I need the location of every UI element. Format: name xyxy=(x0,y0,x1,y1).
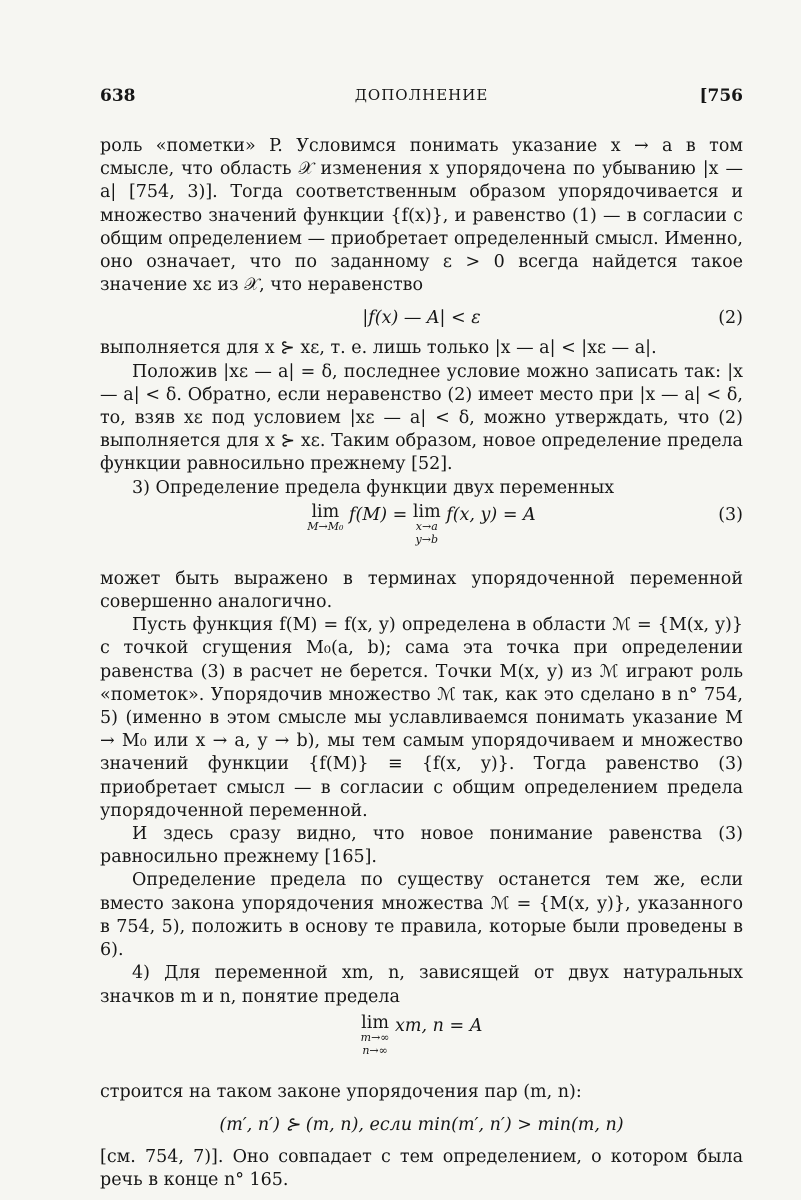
formula-4 xyxy=(100,1012,743,1077)
formula-5 xyxy=(100,1108,743,1142)
formula-3-left-lim: lim xyxy=(311,501,340,522)
formula-4-sub2: n→∞ xyxy=(362,1043,388,1057)
paragraph-6: Пусть функция f(M) = f(x, y) определена в области ℳ = {M(x, y)} с точкой сгущения M₀(a, b); сама эта точка при определении равенства (3) в расчет не берется. Точки M(x, y) из ℳ играют роль «пометок». Упорядочив множество ℳ так, как это сделано в n° 754, 5) (именно в этом смысле мы уславливаемся понимать указание M → M₀ или x → a, y → b), мы тем самым упорядочиваем и множество значений функции {f(M)} ≡ {f(x, y)}. Тогда равенство (3) приобретает смысл — в согласии с общим определением предела упорядоченной переменной. xyxy=(100,615,743,821)
running-title: ДОПОЛНЕНИЕ xyxy=(354,86,489,104)
formula-4-expr: xm, n = A xyxy=(395,1015,483,1036)
paragraph-8: Определение предела по существу останется тем же, если вместо закона упорядочения множества ℳ = {M(x, y)}, указанного в 754, 5), положить в основу те правила, которые были проведены в 6). xyxy=(100,870,743,961)
formula-3-right-expr: f(x, y) = A xyxy=(446,504,536,525)
formula-2 xyxy=(100,303,743,333)
paragraph-9: 4) Для переменной xm, n, зависящей от двух натуральных значков m и n, понятие предела xyxy=(100,963,743,1007)
formula-5-expr: (m′, n′) ⊱ (m, n), если min(m′, n′) > min(m, n) xyxy=(219,1114,624,1135)
formula-4-lim: lim xyxy=(361,1012,389,1033)
formula-3-right-limit xyxy=(412,501,441,546)
formula-4-limit xyxy=(360,1012,390,1057)
page-header xyxy=(100,86,743,116)
formula-3-left-limit xyxy=(307,501,344,533)
formula-3 xyxy=(100,501,743,564)
paragraph-11: [см. 754, 7)]. Оно совпадает с тем определением, о котором была речь в конце n° 165. xyxy=(100,1146,743,1191)
formula-3-left-sub: M→M₀ xyxy=(307,519,344,533)
formula-2-number: (2) xyxy=(718,308,743,329)
paragraph-3: Положив |xε — a| = δ, последнее условие можно записать так: |x — a| < δ. Обратно, если неравенство (2) имеет место при |x — a| < δ, то, взяв xε под условием |xε — a| < δ, можно утверждать, что (2) выполняется для x ⊱ xε. Таким образом, новое определение предела функции равносильно прежнему [52]. xyxy=(100,361,743,475)
formula-3-right-lim: lim xyxy=(412,501,441,522)
formula-4-sub1: m→∞ xyxy=(360,1030,390,1044)
formula-2-expr: |f(x) — A| < ε xyxy=(362,308,481,329)
paragraph-4: 3) Определение предела функции двух переменных xyxy=(132,477,615,498)
formula-3-number: (3) xyxy=(718,504,743,525)
paragraph-1: роль «пометки» P. Условимся понимать указание x → a в том смысле, что область 𝒳 изменения x упорядочена по убыванию |x — a| [754, 3)]. Тогда соответственным образом упорядочивается и множество значений функции {f(x)}, и равенство (1) — в согласии с общим определением — приобретает определенный смысл. Именно, оно означает, что по заданному ε > 0 всегда найдется такое значение xε из 𝒳, что неравенство xyxy=(100,136,743,296)
formula-3-left-expr: f(M) = xyxy=(349,504,408,525)
formula-3-right-sub1: x→a xyxy=(415,519,438,533)
page-number: 638 xyxy=(100,86,136,106)
paragraph-10: строится на таком законе упорядочения пар (m, n): xyxy=(100,1081,582,1102)
paragraph-7: И здесь сразу видно, что новое понимание равенства (3) равносильно прежнему [165]. xyxy=(100,824,743,868)
paragraph-5: может быть выражено в терминах упорядоченной переменной совершенно аналогично. xyxy=(100,568,743,613)
page-body xyxy=(100,135,743,1192)
paragraph-2: выполняется для x ⊱ xε, т. е. лишь только |x — a| < |xε — a|. xyxy=(100,338,657,359)
formula-3-right-sub2: y→b xyxy=(415,532,439,546)
section-number: [756 xyxy=(699,86,743,106)
